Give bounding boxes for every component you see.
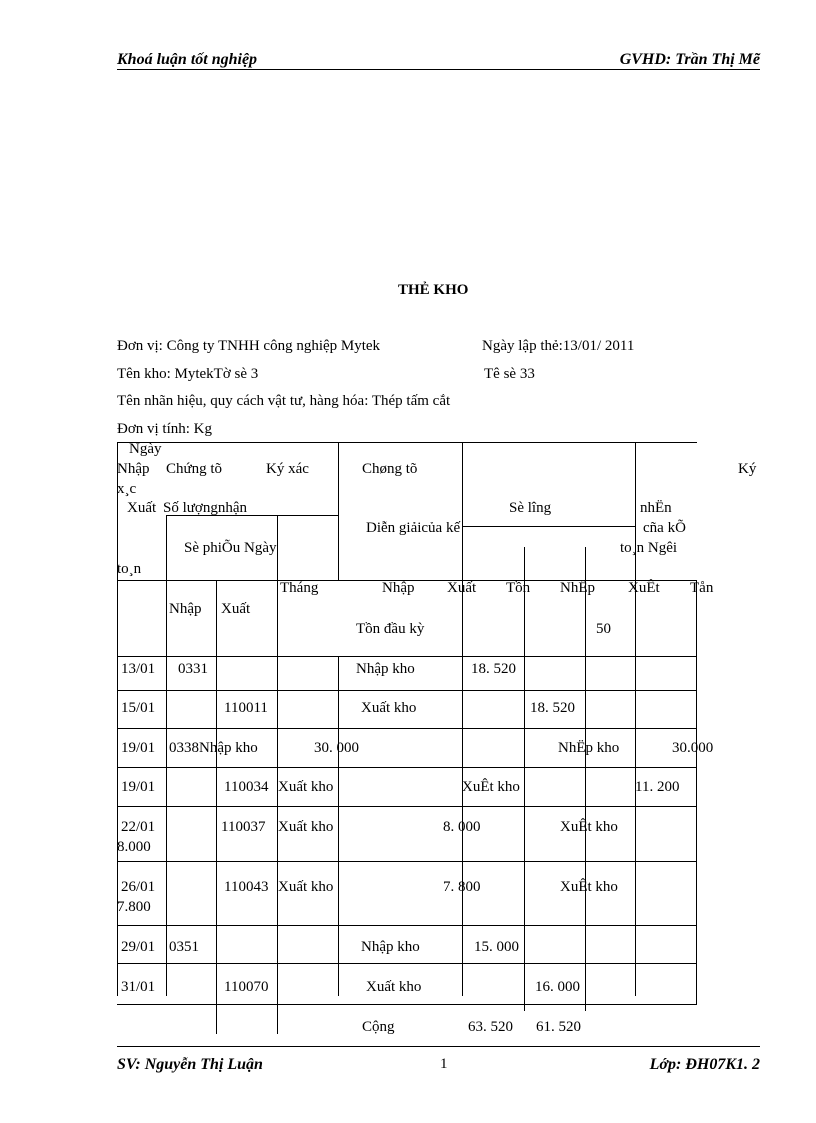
th-so-luong-nhan: Số lượngnhận [163, 500, 247, 516]
th-so-phieu-ngay: Sè phiÕu Ngày [184, 540, 277, 556]
th-nhap-sub: Nhập [169, 601, 202, 617]
th-xc: x¸c [117, 481, 137, 497]
row-date: 19/01 [121, 779, 156, 795]
row-cell: Xuất kho [278, 879, 334, 895]
th-nhap2-col: NhËp [560, 580, 595, 596]
footer-right: Lớp: ĐH07K1. 2 [649, 1056, 760, 1073]
th-chung-tu: Chứng tõ [166, 461, 223, 477]
table-line [585, 547, 586, 1011]
th-thang: Tháng [280, 580, 319, 596]
th-nhan: nhËn [640, 500, 672, 516]
table-line [117, 442, 697, 443]
th-chung-to: Chøng tõ [362, 461, 418, 477]
table-line [338, 442, 339, 580]
th-xuat-sub: Xuất [221, 601, 251, 617]
total-label: Cộng [362, 1019, 395, 1035]
row-date: 22/01 [121, 819, 156, 835]
footer-left: SV: Nguyễn Thị Luận [117, 1056, 263, 1073]
row-cell: 0331 [178, 661, 208, 677]
row-cell: Xuất kho [278, 779, 334, 795]
row-cell: Nhập kho [356, 661, 415, 677]
info-nhan-hieu: Tên nhãn hiệu, quy cách vật tư, hàng hóa: Thép tấm cắt [117, 393, 451, 409]
table-line [117, 767, 697, 768]
row-cell: XuÊt kho [462, 779, 520, 795]
table-line [117, 580, 118, 996]
info-ten-kho: Tên kho: MytekTờ sè 3 [117, 366, 259, 382]
th-ton-tail: to¸n [117, 561, 142, 577]
row-cell: 30. 000 [314, 740, 359, 756]
th-nhap-col: Nhập [382, 580, 415, 596]
row-cell: 18. 520 [530, 700, 575, 716]
document-title: THẺ KHO [398, 282, 469, 298]
row-cell: 15. 000 [474, 939, 519, 955]
row-cell: 110070 [224, 979, 269, 995]
row-cell: 8.000 [117, 839, 151, 855]
table-line [117, 861, 697, 862]
row-date: 29/01 [121, 939, 156, 955]
row-date: 19/01 [121, 740, 156, 756]
row-cell: 0338Nhập kho [169, 740, 258, 756]
row-cell: Xuất kho [366, 979, 422, 995]
th-so-luong: Sè lîng [509, 500, 552, 516]
table-line [117, 728, 697, 729]
row-cell: 110034 [224, 779, 269, 795]
row-cell: 0351 [169, 939, 199, 955]
table-line [635, 442, 636, 996]
table-line [277, 515, 278, 1034]
th-cua-ke: cña kÕ [643, 520, 686, 536]
row-cell: 110037 [221, 819, 266, 835]
row-cell: Xuất kho [361, 700, 417, 716]
row-date: 31/01 [121, 979, 156, 995]
row-cell: XuÊt kho [560, 819, 618, 835]
row-cell: 18. 520 [471, 661, 516, 677]
info-don-vi: Đơn vị: Công ty TNHH công nghiệp Mytek [117, 338, 381, 354]
th-ton2-col: Tån [690, 580, 714, 596]
row-cell: 110011 [224, 700, 268, 716]
table-line [696, 580, 697, 1004]
row-cell: 8. 000 [443, 819, 481, 835]
th-nhap: Nhập [117, 461, 150, 477]
th-xuat-col: Xuất [447, 580, 477, 596]
row-date: 15/01 [121, 700, 156, 716]
row-cell: 16. 000 [535, 979, 580, 995]
header-left: Khoá luận tốt nghiệp [117, 51, 258, 68]
th-ton-col: Tồn [506, 580, 531, 596]
row-cell: 7. 800 [443, 879, 481, 895]
table-line [216, 580, 217, 1034]
table-line [117, 963, 697, 964]
row-cell: NhËp kho [558, 740, 620, 756]
footer-rule [117, 1046, 760, 1047]
row-cell: 7.800 [117, 899, 151, 915]
ton-dau-ky-label: Tồn đầu kỳ [356, 621, 425, 637]
th-ky: Ký [738, 461, 757, 477]
header-rule [117, 69, 760, 70]
ton-dau-ky-value: 50 [596, 621, 611, 637]
page-number: 1 [440, 1056, 448, 1072]
row-cell: 110043 [224, 879, 269, 895]
table-line [338, 656, 339, 996]
table-line [117, 806, 697, 807]
table-line [462, 526, 635, 527]
row-cell: 11. 200 [635, 779, 680, 795]
info-the-so: Tê sè 33 [484, 366, 535, 382]
th-xuat: Xuất [127, 500, 157, 516]
row-cell: 30.000 [672, 740, 714, 756]
row-date: 13/01 [121, 661, 156, 677]
info-ngay-lap: Ngày lập thẻ:13/01/ 2011 [482, 338, 635, 354]
row-date: 26/01 [121, 879, 156, 895]
row-cell: Nhập kho [361, 939, 420, 955]
table-line [524, 547, 525, 1011]
th-xuat2-col: XuÊt [628, 580, 660, 596]
row-cell: XuÊt kho [560, 879, 618, 895]
row-cell: Xuất kho [278, 819, 334, 835]
table-line [117, 925, 697, 926]
header-right: GVHD: Trần Thị Mẽ [619, 51, 760, 68]
table-line [117, 690, 697, 691]
th-dien-giai: Diễn giảicủa kế [366, 520, 461, 536]
info-don-vi-tinh: Đơn vị tính: Kg [117, 421, 213, 437]
total-xuat: 61. 520 [536, 1019, 581, 1035]
th-ky-xac: Ký xác [266, 461, 309, 477]
table-line [462, 442, 463, 996]
table-line [117, 656, 697, 657]
th-toan-nguoi: to¸n Ngêi [620, 540, 678, 556]
total-nhap: 63. 520 [468, 1019, 513, 1035]
table-line [117, 1004, 697, 1005]
th-ngay: Ngày [129, 441, 162, 457]
table-line [166, 515, 167, 996]
